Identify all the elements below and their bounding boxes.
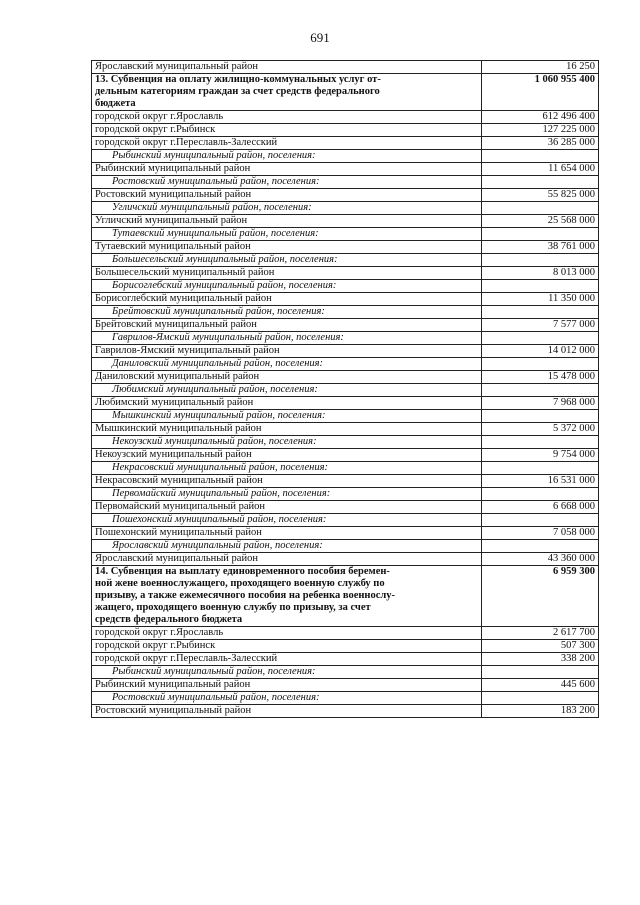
territory-name: городской округ г.Рыбинск [92, 640, 482, 653]
table-row [92, 293, 599, 306]
amount-cell: 11 350 000 [482, 293, 599, 306]
subgroup-label: Ярославский муниципальный район, поселения: [92, 540, 482, 553]
amount-cell [482, 254, 599, 267]
table-row [92, 705, 599, 718]
table-row [92, 189, 599, 202]
territory-name: городской округ г.Рыбинск [92, 124, 482, 137]
table-row [92, 627, 599, 640]
section-title-line: средств федерального бюджета [95, 614, 243, 625]
amount-cell: 43 360 000 [482, 553, 599, 566]
table-row [92, 527, 599, 540]
amount-cell [482, 488, 599, 501]
subgroup-row [92, 332, 599, 345]
subgroup-row [92, 176, 599, 189]
section-heading-row [92, 566, 599, 627]
territory-name: Ярославский муниципальный район [92, 553, 482, 566]
subgroup-label: Некрасовский муниципальный район, поселения: [92, 462, 482, 475]
amount-cell: 11 654 000 [482, 163, 599, 176]
amount-cell: 9 754 000 [482, 449, 599, 462]
subgroup-label: Брейтовский муниципальный район, поселения: [92, 306, 482, 319]
amount-cell [482, 228, 599, 241]
amount-cell: 16 531 000 [482, 475, 599, 488]
section-title-line: бюджета [95, 98, 136, 109]
amount-cell: 15 478 000 [482, 371, 599, 384]
section-total: 6 959 300 [482, 566, 599, 627]
section-title-line: призыву, а также ежемесячного пособия на ребенка военнослу- [95, 590, 396, 601]
subgroup-row [92, 280, 599, 293]
territory-name: Большесельский муниципальный район [92, 267, 482, 280]
subgroup-label: Рыбинский муниципальный район, поселения: [92, 150, 482, 163]
table-row [92, 124, 599, 137]
territory-name: Тутаевский муниципальный район [92, 241, 482, 254]
subgroup-row [92, 540, 599, 553]
page-number: 691 [310, 30, 330, 45]
subgroup-row [92, 150, 599, 163]
table-row [92, 423, 599, 436]
amount-cell [482, 306, 599, 319]
territory-name: Первомайский муниципальный район [92, 501, 482, 514]
table-row [92, 319, 599, 332]
territory-name: Ростовский муниципальный район [92, 705, 482, 718]
subgroup-row [92, 358, 599, 371]
table-row [92, 371, 599, 384]
subgroup-label: Ростовский муниципальный район, поселения: [92, 692, 482, 705]
subgroup-row [92, 514, 599, 527]
subgroup-label: Тутаевский муниципальный район, поселения: [92, 228, 482, 241]
amount-cell [482, 358, 599, 371]
subgroup-label: Угличский муниципальный район, поселения: [92, 202, 482, 215]
subgroup-row [92, 410, 599, 423]
amount-cell [482, 540, 599, 553]
section-heading-row [92, 74, 599, 111]
section-title-line: ной жене военнослужащего, проходящего военную службу по [95, 578, 385, 589]
table-body [92, 61, 599, 718]
table-row [92, 475, 599, 488]
amount-cell: 6 668 000 [482, 501, 599, 514]
table-row [92, 267, 599, 280]
territory-name: Гаврилов-Ямский муниципальный район [92, 345, 482, 358]
amount-cell: 7 058 000 [482, 527, 599, 540]
subgroup-label: Даниловский муниципальный район, поселения: [92, 358, 482, 371]
amount-cell [482, 202, 599, 215]
territory-name: Угличский муниципальный район [92, 215, 482, 228]
amount-cell [482, 280, 599, 293]
territory-name: Рыбинский муниципальный район [92, 679, 482, 692]
amount-cell: 38 761 000 [482, 241, 599, 254]
amount-cell: 338 200 [482, 653, 599, 666]
subgroup-label: Первомайский муниципальный район, поселения: [92, 488, 482, 501]
table-row [92, 215, 599, 228]
amount-cell: 507 300 [482, 640, 599, 653]
table-row [92, 137, 599, 150]
subgroup-label: Борисоглебский муниципальный район, поселения: [92, 280, 482, 293]
amount-cell: 445 600 [482, 679, 599, 692]
subgroup-label: Мышкинский муниципальный район, поселения: [92, 410, 482, 423]
amount-cell: 5 372 000 [482, 423, 599, 436]
subgroup-label: Рыбинский муниципальный район, поселения: [92, 666, 482, 679]
territory-name: Рыбинский муниципальный район [92, 163, 482, 176]
subgroup-row [92, 462, 599, 475]
territory-name: городской округ г.Ярославль [92, 111, 482, 124]
amount-cell: 127 225 000 [482, 124, 599, 137]
amount-cell [482, 384, 599, 397]
subgroup-row [92, 488, 599, 501]
amount-cell [482, 150, 599, 163]
subgroup-label: Ростовский муниципальный район, поселения: [92, 176, 482, 189]
table-row [92, 553, 599, 566]
subgroup-row [92, 666, 599, 679]
table-row [92, 111, 599, 124]
territory-name: Брейтовский муниципальный район [92, 319, 482, 332]
amount-cell [482, 410, 599, 423]
amount-cell: 2 617 700 [482, 627, 599, 640]
amount-cell: 7 968 000 [482, 397, 599, 410]
table-row [92, 501, 599, 514]
amount-cell [482, 666, 599, 679]
section-title [92, 566, 482, 627]
table-row [92, 679, 599, 692]
territory-name: Любимский муниципальный район [92, 397, 482, 410]
territory-name: Некоузский муниципальный район [92, 449, 482, 462]
amount-cell: 8 013 000 [482, 267, 599, 280]
amount-cell [482, 436, 599, 449]
amount-cell: 183 200 [482, 705, 599, 718]
subgroup-row [92, 254, 599, 267]
territory-name: Ярославский муниципальный район [92, 61, 482, 74]
subgroup-label: Большесельский муниципальный район, поселения: [92, 254, 482, 267]
section-title-line: жащего, проходящего военную службу по призыву, за счет [95, 602, 371, 613]
table-row [92, 397, 599, 410]
territory-name: городской округ г.Ярославль [92, 627, 482, 640]
amount-cell [482, 514, 599, 527]
amount-cell: 25 568 000 [482, 215, 599, 228]
table-row [92, 241, 599, 254]
territory-name: городской округ г.Переславль-Залесский [92, 653, 482, 666]
table-row [92, 345, 599, 358]
subvention-table [91, 60, 599, 718]
territory-name: Ростовский муниципальный район [92, 189, 482, 202]
subgroup-row [92, 228, 599, 241]
territory-name: Борисоглебский муниципальный район [92, 293, 482, 306]
subgroup-label: Некоузский муниципальный район, поселения: [92, 436, 482, 449]
amount-cell [482, 692, 599, 705]
subgroup-label: Гаврилов-Ямский муниципальный район, поселения: [92, 332, 482, 345]
table-row [92, 163, 599, 176]
subgroup-row [92, 436, 599, 449]
amount-cell [482, 462, 599, 475]
table-row [92, 61, 599, 74]
amount-cell [482, 332, 599, 345]
subgroup-label: Пошехонский муниципальный район, поселения: [92, 514, 482, 527]
territory-name: Пошехонский муниципальный район [92, 527, 482, 540]
section-title-line: дельным категориям граждан за счет средств федерального [95, 86, 380, 97]
table-row [92, 653, 599, 666]
subgroup-row [92, 306, 599, 319]
subgroup-row [92, 692, 599, 705]
territory-name: городской округ г.Переславль-Залесский [92, 137, 482, 150]
territory-name: Мышкинский муниципальный район [92, 423, 482, 436]
amount-cell: 36 285 000 [482, 137, 599, 150]
table-row [92, 449, 599, 462]
amount-cell: 16 250 [482, 61, 599, 74]
territory-name: Некрасовский муниципальный район [92, 475, 482, 488]
subgroup-row [92, 202, 599, 215]
amount-cell: 14 012 000 [482, 345, 599, 358]
amount-cell: 612 496 400 [482, 111, 599, 124]
amount-cell: 55 825 000 [482, 189, 599, 202]
table-row [92, 640, 599, 653]
section-total: 1 060 955 400 [482, 74, 599, 111]
amount-cell [482, 176, 599, 189]
section-title [92, 74, 482, 111]
subgroup-row [92, 384, 599, 397]
subgroup-label: Любимский муниципальный район, поселения: [92, 384, 482, 397]
section-title-line: 14. Субвенция на выплату единовременного пособия беремен- [95, 566, 390, 577]
amount-cell: 7 577 000 [482, 319, 599, 332]
section-title-line: 13. Субвенция на оплату жилищно-коммунальных услуг от- [95, 74, 381, 85]
territory-name: Даниловский муниципальный район [92, 371, 482, 384]
